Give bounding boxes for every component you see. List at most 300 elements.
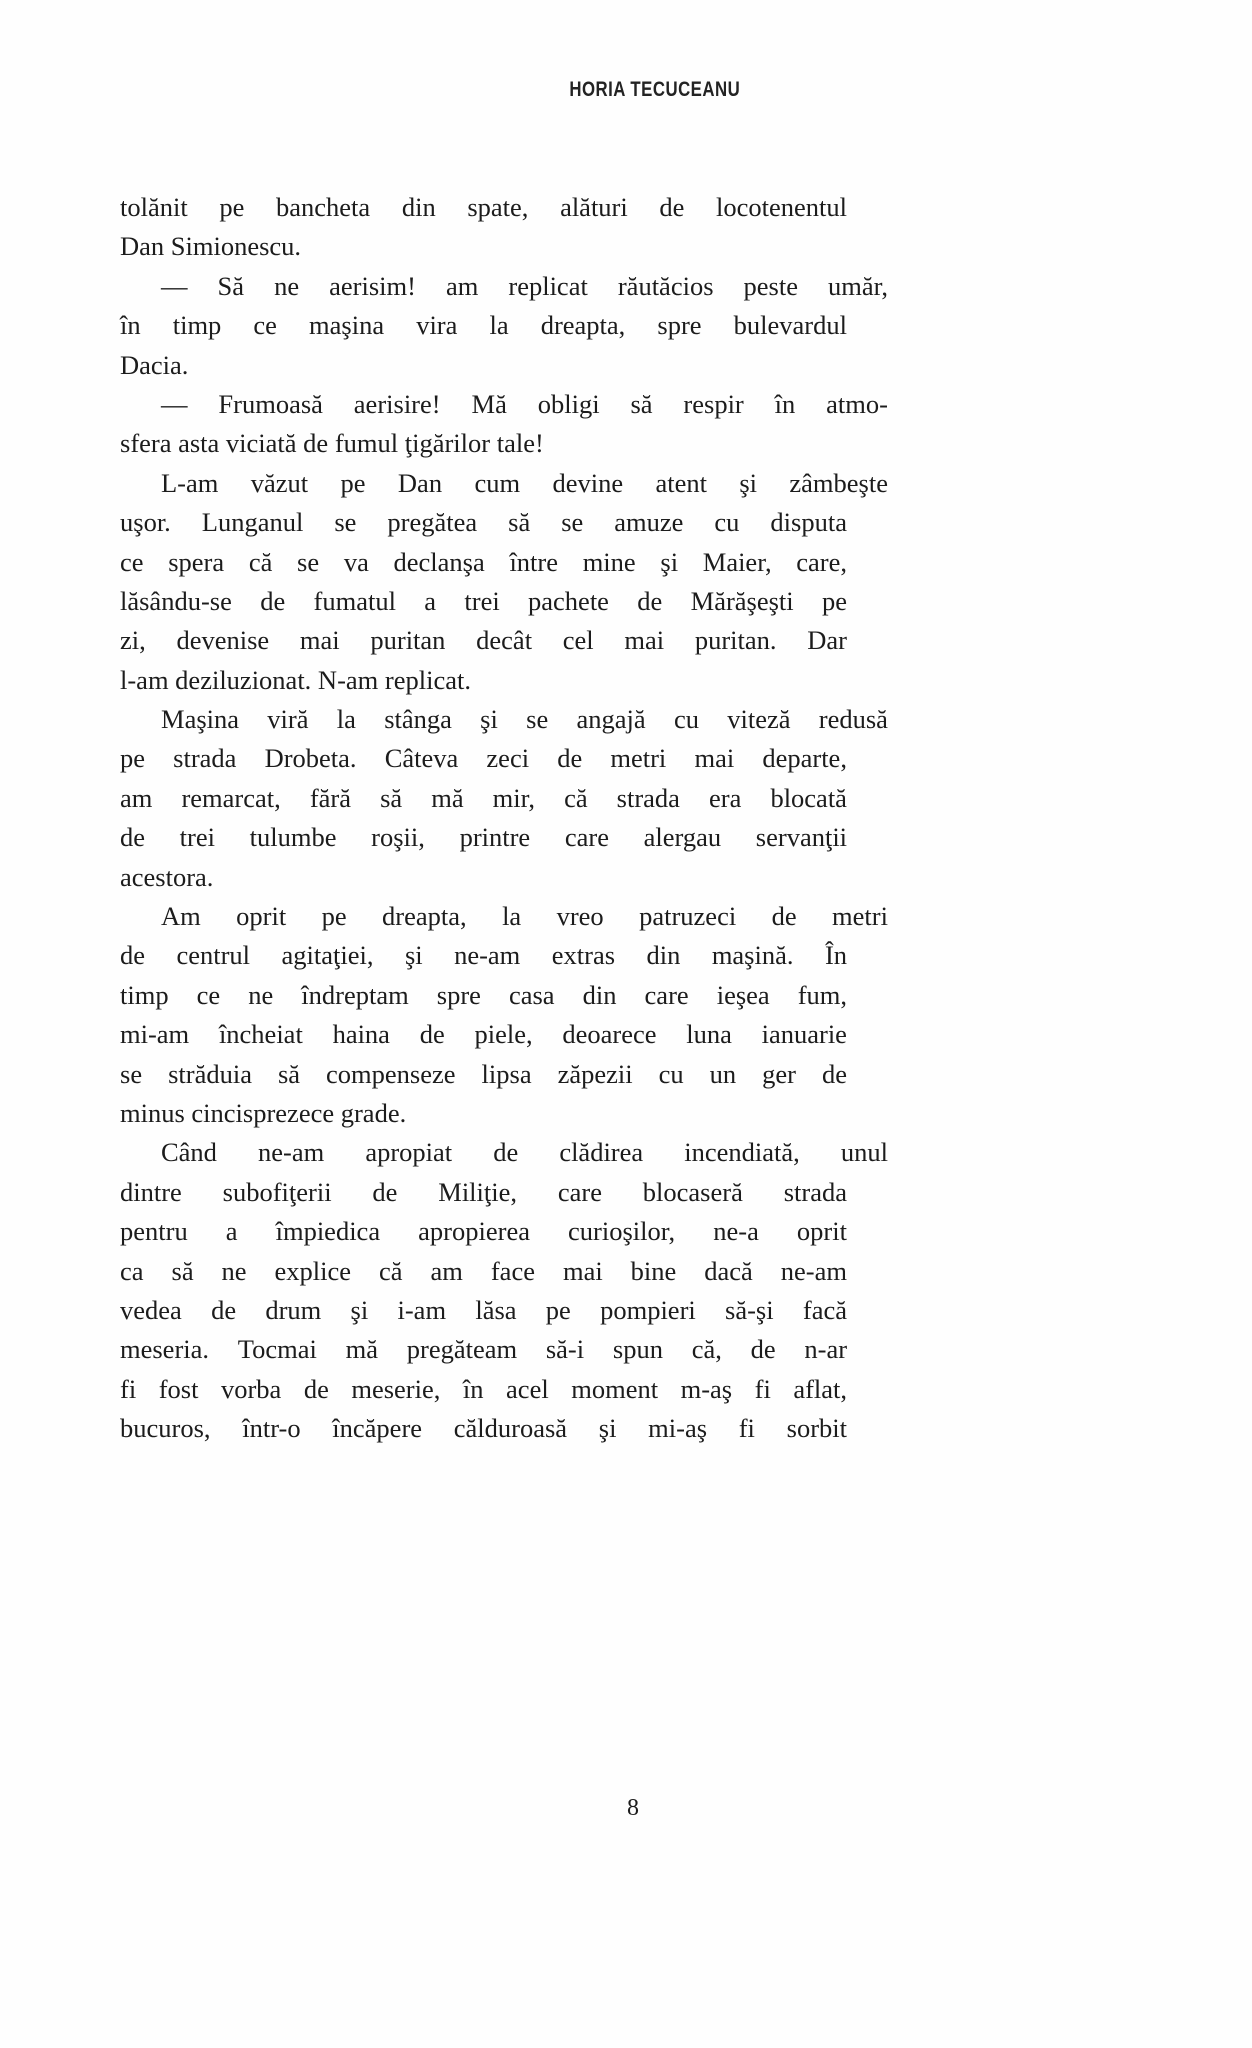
- text-word: atent: [655, 467, 707, 498]
- text-word: de: [419, 1019, 445, 1050]
- word-gap: [141, 306, 173, 345]
- text-word: pregătea: [387, 507, 478, 538]
- text-word: luna: [686, 1019, 732, 1050]
- word-gap: [653, 385, 684, 424]
- word-gap: [633, 1055, 659, 1094]
- text-word: alături: [560, 192, 628, 222]
- word-gap: [357, 739, 385, 778]
- word-gap: [646, 700, 674, 739]
- text-word: n-ar: [804, 1334, 848, 1365]
- word-gap: [416, 267, 446, 306]
- word-gap: [182, 1173, 223, 1212]
- text-word: cel: [562, 625, 594, 656]
- word-gap: [684, 1055, 710, 1094]
- word-gap: [189, 1015, 219, 1054]
- word-gap: [567, 1409, 599, 1448]
- text-word: pompieri: [600, 1294, 696, 1325]
- body-text-block: [120, 188, 889, 1449]
- word-gap: [533, 1015, 563, 1054]
- text-word: care: [644, 979, 689, 1010]
- word-gap: [739, 503, 770, 542]
- text-word: lăsa: [475, 1294, 517, 1325]
- text-word: să: [277, 1058, 301, 1089]
- word-gap: [252, 1055, 278, 1094]
- text-word: a: [424, 585, 437, 616]
- word-gap: [321, 1291, 350, 1330]
- text-word: vira: [416, 310, 458, 341]
- text-word: ne-am: [780, 1255, 847, 1286]
- word-gap: [423, 936, 454, 975]
- text-word: extras: [551, 940, 616, 971]
- word-gap: [774, 1291, 803, 1330]
- word-gap: [446, 1291, 475, 1330]
- text-word: că: [248, 546, 273, 577]
- text-word: mă: [431, 782, 464, 813]
- text-word: Când: [161, 1137, 217, 1168]
- text-line: [120, 1330, 847, 1369]
- word-gap: [532, 621, 563, 660]
- word-gap: [683, 503, 714, 542]
- word-gap: [623, 464, 655, 503]
- word-gap: [696, 1291, 725, 1330]
- text-word: fi: [120, 1373, 137, 1404]
- word-gap: [188, 385, 219, 424]
- text-line: [120, 976, 847, 1015]
- text-word: metri: [610, 743, 667, 774]
- word-gap: [530, 1212, 568, 1251]
- text-word: uşor.: [120, 507, 171, 538]
- word-gap: [664, 621, 695, 660]
- text-word: devine: [552, 467, 624, 498]
- text-word: oprit: [796, 1216, 847, 1247]
- text-word: acel: [506, 1373, 549, 1404]
- text-word: de: [493, 1137, 519, 1168]
- text-word: drum: [265, 1294, 322, 1325]
- text-word: din: [401, 192, 436, 222]
- text-word: moment: [571, 1373, 659, 1404]
- text-word: angajă: [576, 704, 646, 735]
- word-gap: [198, 1370, 221, 1409]
- word-gap: [678, 543, 703, 582]
- text-word: mă: [345, 1334, 378, 1365]
- word-gap: [481, 976, 509, 1015]
- word-gap: [714, 267, 744, 306]
- text-word: în: [120, 310, 141, 341]
- text-word: va: [343, 546, 369, 577]
- word-gap: [507, 385, 538, 424]
- text-word: care,: [796, 546, 848, 577]
- word-gap: [530, 503, 561, 542]
- text-line: [120, 621, 847, 660]
- word-gap: [317, 1330, 346, 1369]
- word-gap: [588, 267, 618, 306]
- word-gap: [549, 1370, 572, 1409]
- text-word: Mărăşeşti: [690, 585, 794, 616]
- text-word: Maier,: [702, 546, 772, 577]
- text-line: [120, 1055, 847, 1094]
- word-gap: [555, 976, 583, 1015]
- word-gap: [232, 582, 260, 621]
- text-line: [120, 700, 888, 739]
- text-word: un: [709, 1058, 737, 1089]
- text-word: împiedica: [275, 1216, 381, 1247]
- text-word: apropierea: [418, 1216, 530, 1247]
- text-line: [120, 818, 847, 857]
- word-gap: [201, 897, 236, 936]
- word-gap: [643, 1133, 684, 1172]
- text-word: de: [771, 901, 797, 932]
- word-gap: [609, 818, 644, 857]
- text-word: strada: [783, 1176, 847, 1207]
- text-word: alergau: [643, 822, 722, 853]
- word-gap: [663, 1330, 692, 1369]
- word-gap: [402, 779, 431, 818]
- word-gap: [396, 582, 424, 621]
- word-gap: [145, 739, 173, 778]
- text-line: [120, 739, 847, 778]
- text-word: redusă: [818, 704, 888, 735]
- text-word: amuze: [614, 507, 684, 538]
- text-word: am: [445, 270, 479, 301]
- text-word: vorba: [220, 1373, 282, 1404]
- text-line: [120, 267, 888, 306]
- text-word: atmo-: [826, 388, 888, 419]
- word-gap: [584, 1330, 613, 1369]
- text-word: la: [502, 901, 522, 932]
- word-gap: [615, 936, 646, 975]
- text-line: [120, 582, 847, 621]
- text-word: de: [120, 940, 146, 971]
- text-word: replicat: [508, 270, 588, 301]
- word-gap: [759, 1212, 797, 1251]
- word-gap: [373, 936, 404, 975]
- text-word: ne: [274, 270, 300, 301]
- page-number: 8: [627, 1795, 639, 1821]
- text-word: şi: [480, 704, 498, 735]
- word-gap: [351, 779, 380, 818]
- word-gap: [509, 306, 541, 345]
- text-word: pe: [219, 192, 245, 222]
- word-gap: [356, 503, 387, 542]
- word-gap: [500, 582, 528, 621]
- word-gap: [583, 503, 614, 542]
- text-word: agitaţiei,: [281, 940, 374, 971]
- text-line: [120, 936, 847, 975]
- text-word: incendiată,: [684, 1137, 800, 1168]
- word-gap: [209, 1330, 238, 1369]
- text-word: vreo: [556, 901, 604, 932]
- text-word: unul: [840, 1137, 888, 1168]
- text-word: Mă: [471, 388, 507, 419]
- word-gap: [218, 464, 250, 503]
- word-gap: [441, 385, 472, 424]
- text-word: am: [120, 782, 153, 813]
- text-word: văzut: [250, 467, 309, 498]
- text-word: să: [171, 1255, 194, 1286]
- word-gap: [301, 1409, 333, 1448]
- text-word: strada: [616, 782, 680, 813]
- word-gap: [794, 582, 822, 621]
- word-gap: [795, 385, 826, 424]
- text-word: pe: [340, 467, 366, 498]
- text-word: ne: [248, 979, 274, 1010]
- text-word: spera: [168, 546, 225, 577]
- word-gap: [319, 543, 344, 582]
- word-gap: [603, 1252, 631, 1291]
- text-word: remarcat,: [181, 782, 281, 813]
- text-word: răutăcios: [617, 270, 714, 301]
- text-word: —: [161, 388, 188, 419]
- text-word: spre: [436, 979, 481, 1010]
- text-word: oprit: [236, 901, 287, 932]
- word-gap: [777, 621, 808, 660]
- text-word: vedea: [120, 1294, 182, 1325]
- word-gap: [221, 306, 253, 345]
- text-word: se: [297, 546, 320, 577]
- text-word: şi: [739, 467, 758, 498]
- word-gap: [602, 1173, 643, 1212]
- word-gap: [732, 1015, 762, 1054]
- text-word: mir,: [492, 782, 536, 813]
- text-word: curioşilor,: [568, 1216, 676, 1247]
- word-gap: [211, 1409, 243, 1448]
- word-gap: [666, 739, 694, 778]
- text-word: se: [120, 1058, 143, 1089]
- text-line: [120, 1173, 847, 1212]
- word-gap: [520, 936, 551, 975]
- text-word: puritan.: [694, 625, 777, 656]
- word-gap: [369, 543, 394, 582]
- text-word: blocată: [770, 782, 847, 813]
- word-gap: [236, 1291, 265, 1330]
- word-gap: [753, 1252, 781, 1291]
- word-gap: [452, 700, 480, 739]
- word-gap: [356, 700, 384, 739]
- text-word: că: [564, 782, 588, 813]
- word-gap: [217, 1133, 258, 1172]
- word-gap: [617, 976, 645, 1015]
- word-gap: [390, 1015, 420, 1054]
- word-gap: [285, 582, 313, 621]
- word-gap: [755, 1409, 787, 1448]
- text-word: de: [659, 192, 685, 222]
- text-word: aerisire!: [353, 388, 441, 419]
- word-gap: [250, 936, 281, 975]
- word-gap: [277, 306, 309, 345]
- text-word: fumatul: [313, 585, 396, 616]
- text-word: ne-a: [713, 1216, 759, 1247]
- word-gap: [286, 897, 321, 936]
- word-gap: [337, 818, 372, 857]
- word-gap: [498, 700, 526, 739]
- word-gap: [518, 1133, 559, 1172]
- word-gap: [600, 385, 631, 424]
- word-gap: [744, 385, 775, 424]
- word-gap: [303, 1015, 333, 1054]
- text-word: cu: [658, 1058, 684, 1089]
- text-word: Dan: [397, 467, 443, 498]
- text-word: strada: [173, 743, 237, 774]
- word-gap: [798, 267, 828, 306]
- word-gap: [442, 464, 474, 503]
- text-word: dintre: [120, 1176, 182, 1207]
- word-gap: [146, 621, 177, 660]
- word-gap: [224, 543, 249, 582]
- word-gap: [528, 188, 560, 227]
- word-gap: [521, 897, 556, 936]
- text-word: i-am: [397, 1294, 447, 1325]
- text-word: deoarece: [562, 1019, 657, 1050]
- word-gap: [323, 385, 354, 424]
- text-word: mi-am: [120, 1019, 190, 1050]
- text-word: am: [430, 1255, 463, 1286]
- word-gap: [535, 1252, 563, 1291]
- text-word: mai: [694, 743, 735, 774]
- text-word: face: [490, 1255, 535, 1286]
- text-word: maşina: [309, 310, 385, 341]
- text-line: [120, 1212, 847, 1251]
- text-word: declanşa: [393, 546, 485, 577]
- word-gap: [182, 1291, 211, 1330]
- word-gap: [604, 897, 639, 936]
- text-word: de: [372, 1176, 398, 1207]
- word-gap: [699, 700, 727, 739]
- text-word: trei: [464, 585, 500, 616]
- text-line: sfera asta viciată de fumul ţigărilor tale!: [120, 428, 544, 459]
- text-word: bucuros,: [120, 1413, 211, 1444]
- text-word: zâmbeşte: [789, 467, 888, 498]
- text-word: bancheta: [276, 192, 371, 222]
- word-gap: [734, 739, 762, 778]
- text-word: ca: [120, 1255, 144, 1286]
- word-gap: [530, 818, 565, 857]
- word-gap: [169, 976, 197, 1015]
- text-word: zi,: [120, 625, 146, 656]
- word-gap: [308, 464, 340, 503]
- text-word: explice: [274, 1255, 352, 1286]
- word-gap: [689, 976, 717, 1015]
- word-gap: [194, 1252, 222, 1291]
- word-gap: [658, 1370, 681, 1409]
- text-word: străduia: [168, 1058, 252, 1089]
- text-word: fără: [309, 782, 351, 813]
- text-word: călduroasă: [453, 1413, 568, 1444]
- word-gap: [436, 582, 464, 621]
- word-gap: [340, 621, 371, 660]
- text-word: ne-am: [454, 940, 521, 971]
- word-gap: [436, 188, 468, 227]
- text-word: ne: [221, 1255, 247, 1286]
- page-folio: [0, 1795, 1252, 1822]
- text-word: fum,: [797, 979, 848, 1010]
- text-word: care: [557, 1176, 602, 1207]
- text-word: tolănit: [120, 192, 188, 222]
- text-word: compenseze: [326, 1058, 456, 1089]
- word-gap: [145, 818, 180, 857]
- text-word: fost: [158, 1373, 199, 1404]
- text-line: [120, 543, 847, 582]
- text-word: cum: [474, 467, 521, 498]
- word-gap: [422, 1409, 454, 1448]
- text-line: [120, 1409, 847, 1448]
- word-gap: [609, 582, 637, 621]
- text-line: [120, 1252, 847, 1291]
- text-word: ce: [120, 546, 144, 577]
- word-gap: [732, 1370, 755, 1409]
- text-word: devenise: [176, 625, 270, 656]
- text-line: [120, 779, 847, 818]
- word-gap: [582, 739, 610, 778]
- word-gap: [588, 779, 617, 818]
- word-gap: [535, 779, 564, 818]
- text-word: şi: [350, 1294, 369, 1325]
- text-word: Dar: [807, 625, 847, 656]
- text-word: lăsându-se: [120, 585, 232, 616]
- word-gap: [702, 306, 734, 345]
- text-word: să-şi: [725, 1294, 774, 1325]
- text-word: departe,: [762, 743, 847, 774]
- text-word: casa: [508, 979, 555, 1010]
- word-gap: [142, 1055, 168, 1094]
- word-gap: [796, 1055, 822, 1094]
- text-word: de: [557, 743, 583, 774]
- text-word: pe: [321, 901, 347, 932]
- word-gap: [722, 1330, 751, 1369]
- text-word: din: [582, 979, 617, 1010]
- text-word: şi: [404, 940, 423, 971]
- text-word: ce: [253, 310, 277, 341]
- text-word: ne-am: [258, 1137, 325, 1168]
- text-word: fi: [738, 1413, 755, 1444]
- word-gap: [743, 1173, 784, 1212]
- word-gap: [485, 543, 510, 582]
- word-gap: [594, 621, 625, 660]
- word-gap: [794, 936, 825, 975]
- text-word: spre: [657, 310, 702, 341]
- text-word: de: [637, 585, 663, 616]
- word-gap: [188, 1212, 226, 1251]
- text-word: într-o: [242, 1413, 301, 1444]
- text-word: încheiat: [218, 1019, 303, 1050]
- word-gap: [636, 543, 661, 582]
- text-word: şi: [598, 1413, 617, 1444]
- text-word: a: [225, 1216, 238, 1247]
- text-word: servanţii: [755, 822, 848, 853]
- text-word: să: [630, 388, 653, 419]
- word-gap: [770, 976, 798, 1015]
- word-gap: [741, 779, 770, 818]
- text-word: subofiţerii: [222, 1176, 332, 1207]
- word-gap: [456, 1055, 482, 1094]
- text-word: bulevardul: [733, 310, 847, 341]
- word-gap: [351, 1252, 379, 1291]
- word-gap: [425, 818, 460, 857]
- text-word: cu: [673, 704, 699, 735]
- text-word: spun: [612, 1334, 663, 1365]
- text-word: să-i: [545, 1334, 585, 1365]
- word-gap: [397, 1173, 438, 1212]
- word-gap: [707, 464, 739, 503]
- running-header: [0, 78, 1252, 102]
- text-word: Am: [161, 901, 201, 932]
- word-gap: [244, 267, 274, 306]
- text-line: [120, 1370, 847, 1409]
- text-word: mi-aş: [648, 1413, 708, 1444]
- text-line: [120, 1133, 888, 1172]
- text-word: mai: [299, 625, 340, 656]
- word-gap: [532, 1055, 558, 1094]
- word-gap: [366, 464, 398, 503]
